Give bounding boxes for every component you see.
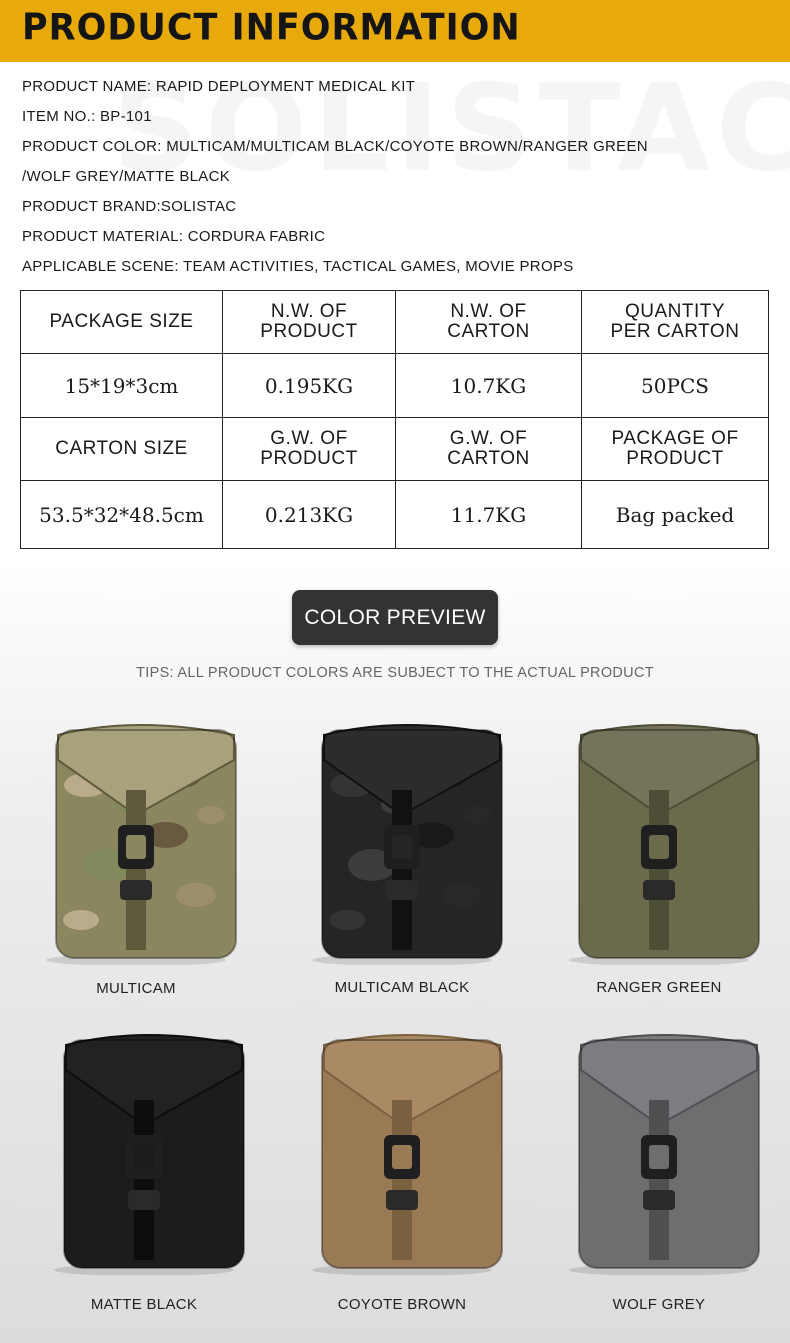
header-nw-carton: N.W. OF CARTON [396,291,582,354]
buckle-lower [386,1190,418,1210]
applicable-scene-line: APPLICABLE SCENE: TEAM ACTIVITIES, TACTICAL GAMES, MOVIE PROPS [22,258,574,275]
product-brand-line: PRODUCT BRAND:SOLISTAC [22,198,237,215]
product-color-line: PRODUCT COLOR: MULTICAM/MULTICAM BLACK/COYOTE BROWN/RANGER GREEN [22,138,648,155]
product-material-line: PRODUCT MATERIAL: CORDURA FABRIC [22,228,326,245]
camo-spot [197,806,225,824]
product-color-label: WOLF GREY [612,1296,706,1313]
buckle-opening [134,1145,154,1169]
product-card-matte-black[interactable] [34,1015,254,1313]
pouch-image [26,705,246,965]
product-info-list [22,76,648,286]
buckle-lower [120,880,152,900]
table-row [21,354,769,418]
table-header-row [21,418,769,481]
camo-spot [442,883,482,907]
buckle-opening [126,835,146,859]
pouch-image [292,1015,512,1275]
camo-spot [329,910,365,930]
nw-product-value: 0.195KG [223,354,396,418]
pouch-strap [649,1100,669,1260]
gw-product-value: 0.213KG [223,481,396,549]
header-gw-product: G.W. OF PRODUCT [223,418,396,481]
camo-spot [463,806,491,824]
package-size-value: 15*19*3cm [21,354,223,418]
product-color-label: COYOTE BROWN [337,1296,467,1313]
nw-carton-value: 10.7KG [396,354,582,418]
product-card-multicam[interactable] [26,705,246,997]
header-package-size: PACKAGE SIZE [21,291,223,354]
pouch-image [292,705,512,965]
camo-spot [176,883,216,907]
header-nw-product: N.W. OF PRODUCT [223,291,396,354]
header-carton-size: CARTON SIZE [21,418,223,481]
quantity-per-carton-value: 50PCS [582,354,769,418]
spec-table [20,290,769,549]
pouch-image [549,705,769,965]
header-bar [0,0,790,62]
carton-size-value: 53.5*32*48.5cm [21,481,223,549]
product-card-multicam-black[interactable] [292,705,512,996]
header-gw-carton: G.W. OF CARTON [396,418,582,481]
product-name-line: PRODUCT NAME: RAPID DEPLOYMENT MEDICAL KIT [22,78,416,95]
buckle-lower [643,1190,675,1210]
product-color-line-continued: /WOLF GREY/MATTE BLACK [22,168,231,185]
buckle-lower [128,1190,160,1210]
buckle-opening [392,1145,412,1169]
buckle-lower [643,880,675,900]
product-card-wolf-grey[interactable] [549,1015,769,1313]
gw-carton-value: 11.7KG [396,481,582,549]
buckle-opening [649,1145,669,1169]
header-quantity-per-carton: QUANTITY PER CARTON [582,291,769,354]
pouch-strap [392,1100,412,1260]
pouch-image [34,1015,254,1275]
table-header-row [21,291,769,354]
pouch-image [549,1015,769,1275]
buckle-opening [649,835,669,859]
package-of-product-value: Bag packed [582,481,769,549]
table-row [21,481,769,549]
header-package-of-product: PACKAGE OF PRODUCT [582,418,769,481]
color-tips-text: TIPS: ALL PRODUCT COLORS ARE SUBJECT TO THE ACTUAL PRODUCT [136,665,654,681]
buckle-opening [392,835,412,859]
product-color-label: MULTICAM [96,980,176,997]
product-color-label: RANGER GREEN [596,979,722,996]
product-color-label: MULTICAM BLACK [334,979,470,996]
product-card-ranger-green[interactable] [549,705,769,996]
pouch-strap [392,790,412,950]
product-color-label: MATTE BLACK [90,1296,198,1313]
page-title: PRODUCT INFORMATION [22,7,521,49]
pouch-strap [126,790,146,950]
pouch-strap [134,1100,154,1260]
product-card-coyote-brown[interactable] [292,1015,512,1313]
camo-spot [63,910,99,930]
buckle-lower [386,880,418,900]
color-preview-button[interactable]: COLOR PREVIEW [292,590,498,645]
item-number-line: ITEM NO.: BP-101 [22,108,152,125]
pouch-strap [649,790,669,950]
